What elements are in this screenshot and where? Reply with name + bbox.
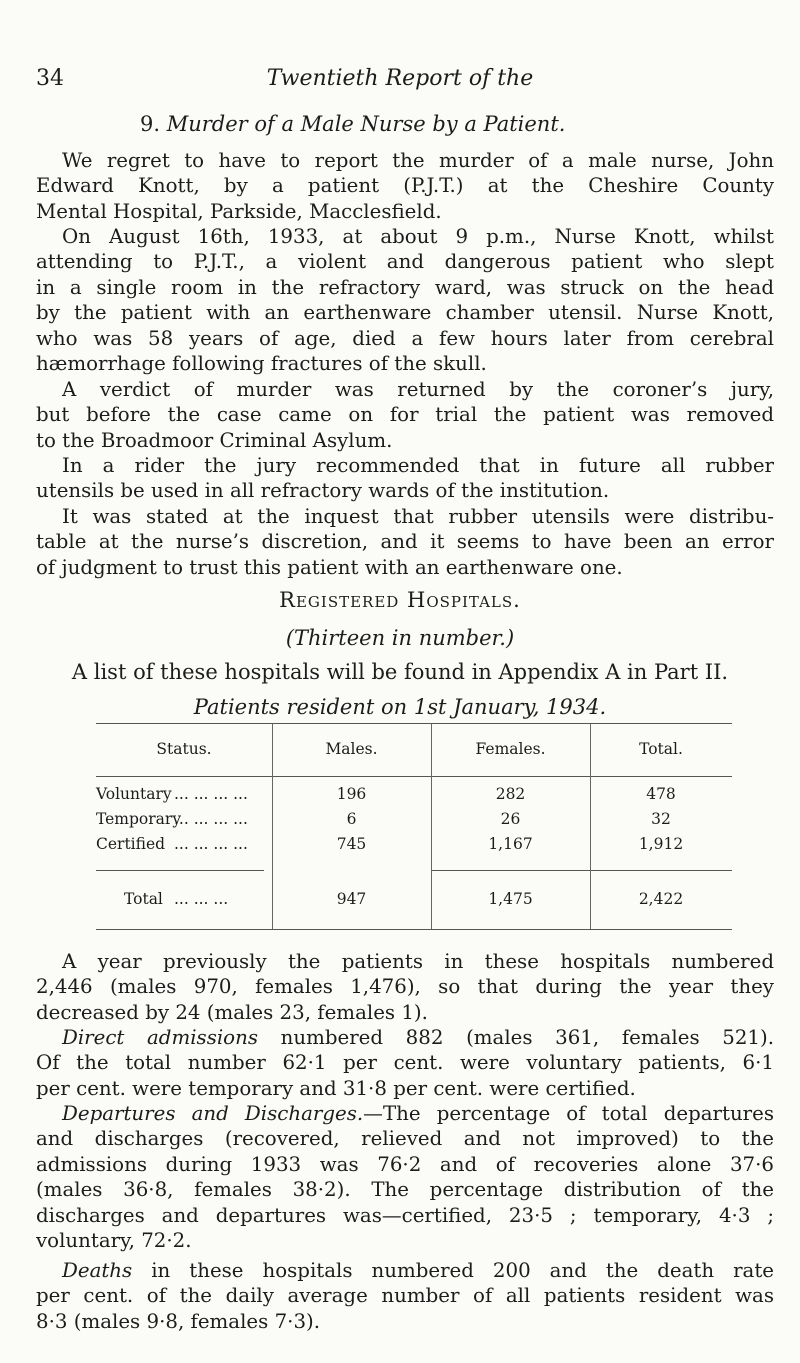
text-line: 8·3 (males 9·8, females 7·3). — [36, 1309, 321, 1333]
leader-dots: ... ... ... ... — [174, 835, 248, 853]
text-line: of judgment to trust this patient with an earthenware one. — [36, 555, 623, 579]
table-row-males: 6 — [346, 810, 357, 828]
text-line — [36, 1258, 774, 1283]
section-number: 9. — [140, 112, 161, 136]
paragraph-inquest — [36, 504, 774, 580]
text-line: 2,446 (males 970, females 1,476), so that during the year they — [36, 975, 774, 999]
registered-hospitals-subheading: (Thirteen in number.) — [285, 626, 515, 650]
table-caption — [0, 695, 800, 719]
table-row-total: 478 — [646, 785, 676, 803]
leader-dots: ... ... ... ... — [174, 810, 248, 828]
text-run: numbered 882 (males 361, females 521). — [257, 1026, 774, 1049]
column-header-females: Females. — [475, 740, 546, 758]
text-line: On August 16th, 1933, at about 9 p.m., Nurse Knott, whilst — [62, 225, 774, 248]
table-subtotal-rule — [432, 870, 732, 871]
table-row-males: 745 — [336, 835, 367, 853]
text-line: decreased by 24 (males 23, females 1). — [36, 1000, 428, 1024]
table-total-males: 947 — [336, 890, 367, 908]
table-row-females: 26 — [500, 810, 521, 828]
text-line: table at the nurse’s discretion, and it seems to have been an error — [36, 530, 774, 554]
leader-dots: ... ... ... — [174, 890, 229, 908]
appendix-note: A list of these hospitals will be found in Appendix A in Part II. — [71, 660, 729, 684]
paragraph-departures — [36, 1101, 774, 1253]
paragraph-incident — [36, 224, 774, 376]
table-bottom-rule — [96, 929, 732, 930]
text-line: (males 36·8, females 38·2). The percentage distribution of the — [36, 1178, 774, 1202]
table-total-total: 2,422 — [638, 890, 684, 908]
running-header — [36, 66, 764, 96]
text-line: who was 58 years of age, died a few hours later from cerebral — [36, 326, 774, 350]
text-line: to the Broadmoor Criminal Asylum. — [36, 428, 393, 452]
table-total-females: 1,475 — [488, 890, 533, 908]
text-line: and discharges (recovered, relieved and not improved) to the — [36, 1127, 774, 1151]
text-line: voluntary, 72·2. — [36, 1229, 192, 1253]
text-line: In a rider the jury recommended that in future all rubber — [62, 454, 774, 477]
column-header-total: Total. — [639, 740, 683, 758]
column-header-males: Males. — [325, 740, 378, 758]
text-line: by the patient with an earthenware chamber utensil. Nurse Knott, — [36, 301, 774, 325]
table-row-total: 1,912 — [638, 835, 684, 853]
section-heading — [140, 112, 565, 136]
paragraph-previous-year — [36, 949, 774, 1025]
run-in-heading: Direct admissions — [62, 1026, 258, 1049]
page-number: 34 — [36, 66, 64, 91]
text-line: discharges and departures was—certified, 23·5 ; temporary, 4·3 ; — [36, 1203, 774, 1227]
table-row-total: 32 — [651, 810, 671, 828]
text-line: attending to P.J.T., a violent and dangerous patient who slept — [36, 250, 774, 274]
table-row-females: 1,167 — [488, 835, 533, 853]
text-line: A verdict of murder was returned by the coroner’s jury, — [62, 378, 774, 401]
table-caption-post: January, 1934. — [446, 695, 607, 719]
text-line: per cent. were temporary and 31·8 per cent. were certified. — [36, 1076, 636, 1100]
table-row-status: Certified — [96, 835, 166, 853]
registered-hospitals-heading: Registered Hospitals. — [279, 588, 521, 612]
text-line: Edward Knott, by a patient (P.J.T.) at the Cheshire County — [36, 174, 774, 198]
table-header-rule — [96, 776, 732, 777]
text-line: utensils be used in all refractory wards of the institution. — [36, 479, 610, 503]
text-line — [36, 1025, 774, 1050]
leader-dots: ... ... ... ... — [174, 785, 248, 803]
run-in-heading: Departures and Discharges. — [62, 1102, 364, 1125]
text-line: per cent. of the daily average number of all patients resident was — [36, 1284, 774, 1308]
text-line: admissions during 1933 was 76·2 and of recoveries alone 37·6 — [36, 1152, 774, 1176]
text-line: in a single room in the refractory ward, was struck on the head — [36, 275, 774, 299]
paragraph-murder-report — [36, 148, 774, 224]
table-row-status: Voluntary — [96, 785, 172, 803]
paragraph-deaths — [36, 1258, 774, 1334]
running-title: Twentieth Report of the — [266, 66, 534, 91]
table-top-rule — [96, 723, 732, 724]
text-line: It was stated at the inquest that rubber utensils were distribu- — [62, 505, 774, 528]
run-in-heading: Deaths — [62, 1259, 133, 1282]
table-row-males: 196 — [336, 785, 367, 803]
text-line: We regret to have to report the murder of a male nurse, John — [62, 149, 774, 172]
table-total-label: Total — [124, 890, 163, 908]
text-line: hæmorrhage following fractures of the skull. — [36, 352, 487, 376]
paragraph-direct-admissions — [36, 1025, 774, 1101]
table-subtotal-rule — [96, 870, 264, 871]
text-run: in these hospitals numbered 200 and the death rate — [132, 1259, 774, 1282]
table-row-females: 282 — [495, 785, 526, 803]
text-line: Of the total number 62·1 per cent. were voluntary patients, 6·1 — [36, 1051, 774, 1075]
section-title: Murder of a Male Nurse by a Patient. — [166, 112, 566, 136]
table-caption-pre: Patients resident on — [193, 695, 414, 719]
table-caption-ordinal: 1st — [413, 695, 447, 719]
text-line: but before the case came on for trial the patient was removed — [36, 403, 774, 427]
paragraph-verdict — [36, 377, 774, 453]
text-line: A year previously the patients in these hospitals numbered — [62, 950, 774, 973]
column-header-status: Status. — [156, 740, 212, 758]
paragraph-rider — [36, 453, 774, 504]
text-line: Mental Hospital, Parkside, Macclesfield. — [36, 199, 442, 223]
text-run: —The percentage of total departures — [363, 1102, 774, 1125]
text-line — [36, 1101, 774, 1126]
table-row-status: Temporary — [96, 810, 182, 828]
